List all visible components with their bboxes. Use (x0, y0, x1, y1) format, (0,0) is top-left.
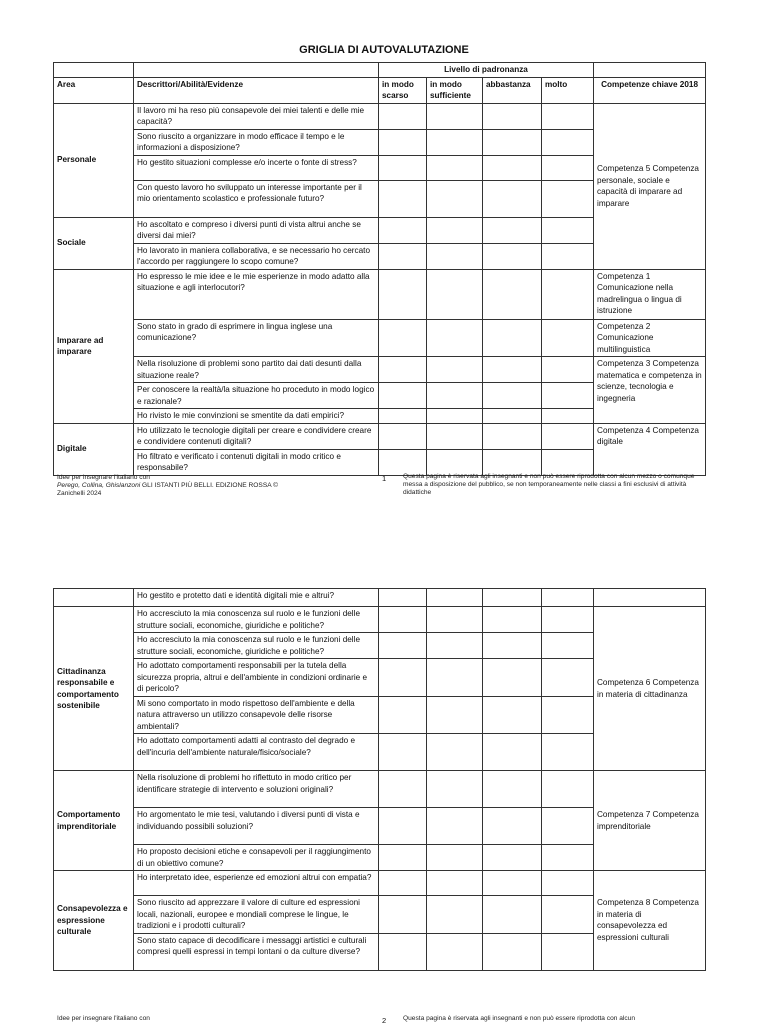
header-abbastanza: abbastanza (483, 77, 542, 103)
rating-scarso-cell[interactable] (379, 319, 427, 357)
header-area: Area (54, 77, 134, 103)
page-title: GRIGLIA DI AUTOVALUTAZIONE (299, 44, 469, 56)
header-livello: Livello di padronanza (379, 63, 594, 78)
rating-abbastanza-cell[interactable] (483, 896, 542, 934)
rating-scarso-cell[interactable] (379, 633, 427, 659)
rating-sufficiente-cell[interactable] (427, 633, 483, 659)
rating-molto-cell[interactable] (542, 129, 594, 155)
rating-abbastanza-cell[interactable] (483, 734, 542, 771)
rating-molto-cell[interactable] (542, 269, 594, 319)
rating-scarso-cell[interactable] (379, 155, 427, 180)
rating-scarso-cell[interactable] (379, 409, 427, 424)
rating-sufficiente-cell[interactable] (427, 933, 483, 970)
rating-sufficiente-cell[interactable] (427, 103, 483, 129)
descriptor-cell: Sono riuscito a organizzare in modo efficace il tempo e le informazioni a disposizione? (134, 129, 379, 155)
descriptor-cell: Ho lavorato in maniera collaborativa, e se necessario ho cercato l'accordo per raggiungere lo scopo comune? (134, 243, 379, 269)
rating-sufficiente-cell[interactable] (427, 155, 483, 180)
rating-abbastanza-cell[interactable] (483, 607, 542, 633)
rating-abbastanza-cell[interactable] (483, 129, 542, 155)
descriptor-cell: Sono stato capace di decodificare i messaggi artistici e culturali compresi quelli espressi in tempi lontani o da culture diverse? (134, 933, 379, 970)
area-personale: Personale (54, 103, 134, 217)
header-competenze: Competenze chiave 2018 (594, 77, 706, 103)
area-culturale: Consapevolezza e espressione culturale (54, 871, 134, 971)
rating-sufficiente-cell[interactable] (427, 734, 483, 771)
rating-molto-cell[interactable] (542, 217, 594, 243)
competenza-1: Competenza 1 Comunicazione nella madrelingua o lingua di istruzione (594, 269, 706, 319)
rating-abbastanza-cell[interactable] (483, 180, 542, 217)
rating-abbastanza-cell[interactable] (483, 357, 542, 383)
footer-credits: Idee per insegnare l'italiano con Perego, Collina, Ghislanzoni GLI ISTANTI PIÙ BELLI. EDIZIONE ROSSA © Zanichelli 2024 (57, 474, 278, 497)
rating-scarso-cell[interactable] (379, 449, 427, 475)
rating-sufficiente-cell[interactable] (427, 319, 483, 357)
competenza-8: Competenza 8 Competenza in materia di consapevolezza ed espressioni culturali (594, 871, 706, 971)
rating-abbastanza-cell[interactable] (483, 933, 542, 970)
rating-molto-cell[interactable] (542, 845, 594, 871)
area-empty-cell (54, 589, 134, 607)
competenza-6: Competenza 6 Competenza in materia di cittadinanza (594, 607, 706, 771)
rating-scarso-cell[interactable] (379, 383, 427, 409)
descriptor-cell: Ho utilizzato le tecnologie digitali per creare e condividere creare e condividere contenuti digitali? (134, 423, 379, 449)
header-scarso: in modo scarso (379, 77, 427, 103)
descriptor-cell: Nella risoluzione di problemi sono partito dai dati desunti dalla situazione reale? (134, 357, 379, 383)
rating-abbastanza-cell[interactable] (483, 243, 542, 269)
rating-sufficiente-cell[interactable] (427, 845, 483, 871)
rating-scarso-cell[interactable] (379, 696, 427, 734)
rating-scarso-cell[interactable] (379, 607, 427, 633)
descriptor-cell: Ho gestito situazioni complesse e/o incerte o fonte di stress? (134, 155, 379, 180)
competenza-7: Competenza 7 Competenza imprenditoriale (594, 771, 706, 871)
rating-scarso-cell[interactable] (379, 423, 427, 449)
descriptor-cell: Ho argomentato le mie tesi, valutando i diversi punti di vista e individuando possibili soluzioni? (134, 808, 379, 845)
rating-molto-cell[interactable] (542, 659, 594, 697)
rating-scarso-cell[interactable] (379, 896, 427, 934)
rating-sufficiente-cell[interactable] (427, 383, 483, 409)
rating-molto-cell[interactable] (542, 808, 594, 845)
area-digitale: Digitale (54, 423, 134, 475)
competenza-2: Competenza 2 Comunicazione multilinguistica (594, 319, 706, 357)
descriptor-cell: Per conoscere la realtà/la situazione ho proceduto in modo logico e razionale? (134, 383, 379, 409)
descriptor-cell: Ho adottato comportamenti adatti al contrasto del degrado e dell'incuria dell'ambiente naturale/fisico/sociale? (134, 734, 379, 771)
rating-sufficiente-cell[interactable] (427, 180, 483, 217)
rating-sufficiente-cell[interactable] (427, 449, 483, 475)
rating-molto-cell[interactable] (542, 871, 594, 896)
self-assessment-table-page2 (53, 588, 706, 971)
page-number: 1 (382, 474, 387, 483)
footer-notice: Questa pagina è riservata agli insegnanti e non può essere riprodotta con alcun mezzo o comunque messa a disposizione del pubblico, se non temporaneamente nelle classi a fini esclusivi di attività didattiche (403, 473, 695, 496)
rating-scarso-cell[interactable] (379, 217, 427, 243)
rating-molto-cell[interactable] (542, 357, 594, 383)
rating-molto-cell[interactable] (542, 734, 594, 771)
rating-scarso-cell[interactable] (379, 845, 427, 871)
rating-molto-cell[interactable] (542, 423, 594, 449)
descriptor-cell: Ho accresciuto la mia conoscenza sul ruolo e le funzioni delle strutture sociali, economiche, giuridiche e politiche? (134, 607, 379, 633)
rating-scarso-cell[interactable] (379, 771, 427, 808)
rating-abbastanza-cell[interactable] (483, 409, 542, 424)
competenza-empty-cell (594, 589, 706, 607)
rating-abbastanza-cell[interactable] (483, 696, 542, 734)
descriptor-cell: Mi sono comportato in modo rispettoso dell'ambiente e della natura attraverso un utilizzo consapevole delle risorse ambientali? (134, 696, 379, 734)
competenza-5: Competenza 5 Competenza personale, sociale e capacità di imparare ad imparare (594, 103, 706, 269)
rating-scarso-cell[interactable] (379, 129, 427, 155)
rating-molto-cell[interactable] (542, 933, 594, 970)
descriptor-cell: Ho espresso le mie idee e le mie esperienze in modo adatto alla situazione e agli interlocutori? (134, 269, 379, 319)
descriptor-cell: Ho proposto decisioni etiche e consapevoli per il raggiungimento di un obiettivo comune? (134, 845, 379, 871)
rating-sufficiente-cell[interactable] (427, 423, 483, 449)
rating-molto-cell[interactable] (542, 771, 594, 808)
header-descrittori: Descrittori/Abilità/Evidenze (134, 77, 379, 103)
rating-molto-cell[interactable] (542, 243, 594, 269)
footer-notice-page2: Questa pagina è riservata agli insegnanti e non può essere riprodotta con alcun (403, 1015, 636, 1022)
rating-sufficiente-cell[interactable] (427, 243, 483, 269)
rating-sufficiente-cell[interactable] (427, 409, 483, 424)
rating-scarso-cell[interactable] (379, 589, 427, 607)
descriptor-cell: Ho rivisto le mie convinzioni se smentite da dati empirici? (134, 409, 379, 424)
rating-sufficiente-cell[interactable] (427, 696, 483, 734)
area-imprenditoriale: Comportamento imprenditoriale (54, 771, 134, 871)
header-molto: molto (542, 77, 594, 103)
rating-molto-cell[interactable] (542, 383, 594, 409)
area-cittadinanza: Cittadinanza responsabile e comportamento sostenibile (54, 607, 134, 771)
rating-scarso-cell[interactable] (379, 103, 427, 129)
rating-molto-cell[interactable] (542, 607, 594, 633)
rating-scarso-cell[interactable] (379, 808, 427, 845)
rating-molto-cell[interactable] (542, 409, 594, 424)
rating-abbastanza-cell[interactable] (483, 217, 542, 243)
rating-abbastanza-cell[interactable] (483, 633, 542, 659)
rating-scarso-cell[interactable] (379, 933, 427, 970)
rating-sufficiente-cell[interactable] (427, 589, 483, 607)
header-sufficiente: in modo sufficiente (427, 77, 483, 103)
descriptor-cell: Ho adottato comportamenti responsabili per la tutela della sicurezza propria, altrui e dell'ambiente in condizioni ordinarie e di pericolo? (134, 659, 379, 697)
rating-abbastanza-cell[interactable] (483, 845, 542, 871)
rating-sufficiente-cell[interactable] (427, 808, 483, 845)
rating-scarso-cell[interactable] (379, 180, 427, 217)
rating-abbastanza-cell[interactable] (483, 808, 542, 845)
descriptor-cell: Ho interpretato idee, esperienze ed emozioni altrui con empatia? (134, 871, 379, 896)
rating-abbastanza-cell[interactable] (483, 659, 542, 697)
descriptor-cell: Nella risoluzione di problemi ho riflettuto in modo critico per identificare strategie di intervento e soluzioni originali? (134, 771, 379, 808)
descriptor-cell: Sono riuscito ad apprezzare il valore di culture ed espressioni locali, nazionali, europee e mondiali comprese le lingue, le tradizioni e i prodotti culturali? (134, 896, 379, 934)
area-sociale: Sociale (54, 217, 134, 269)
rating-scarso-cell[interactable] (379, 243, 427, 269)
self-assessment-table-page1 (53, 62, 706, 476)
rating-sufficiente-cell[interactable] (427, 357, 483, 383)
rating-sufficiente-cell[interactable] (427, 771, 483, 808)
rating-molto-cell[interactable] (542, 180, 594, 217)
rating-abbastanza-cell[interactable] (483, 589, 542, 607)
rating-molto-cell[interactable] (542, 696, 594, 734)
descriptor-cell: Ho accresciuto la mia conoscenza sul ruolo e le funzioni delle strutture sociali, economiche, giuridiche e politiche? (134, 633, 379, 659)
rating-abbastanza-cell[interactable] (483, 449, 542, 475)
rating-abbastanza-cell[interactable] (483, 423, 542, 449)
competenza-4: Competenza 4 Competenza digitale (594, 423, 706, 475)
rating-abbastanza-cell[interactable] (483, 771, 542, 808)
rating-molto-cell[interactable] (542, 589, 594, 607)
rating-sufficiente-cell[interactable] (427, 896, 483, 934)
rating-molto-cell[interactable] (542, 319, 594, 357)
rating-sufficiente-cell[interactable] (427, 217, 483, 243)
rating-abbastanza-cell[interactable] (483, 269, 542, 319)
rating-sufficiente-cell[interactable] (427, 607, 483, 633)
rating-abbastanza-cell[interactable] (483, 871, 542, 896)
area-imparare: Imparare ad imparare (54, 269, 134, 423)
descriptor-cell: Il lavoro mi ha reso più consapevole dei miei talenti e delle mie capacità? (134, 103, 379, 129)
rating-sufficiente-cell[interactable] (427, 129, 483, 155)
descriptor-cell: Ho gestito e protetto dati e identità digitali mie e altrui? (134, 589, 379, 607)
rating-sufficiente-cell[interactable] (427, 269, 483, 319)
page-number-2: 2 (382, 1016, 387, 1025)
descriptor-cell: Ho filtrato e verificato i contenuti digitali in modo critico e responsabile? (134, 449, 379, 475)
rating-molto-cell[interactable] (542, 896, 594, 934)
rating-sufficiente-cell[interactable] (427, 659, 483, 697)
rating-scarso-cell[interactable] (379, 871, 427, 896)
rating-scarso-cell[interactable] (379, 659, 427, 697)
rating-abbastanza-cell[interactable] (483, 103, 542, 129)
rating-sufficiente-cell[interactable] (427, 871, 483, 896)
rating-molto-cell[interactable] (542, 103, 594, 129)
footer-credits-page2: Idee per insegnare l'italiano con (57, 1015, 150, 1022)
descriptor-cell: Ho ascoltato e compreso i diversi punti di vista altrui anche se diversi dai miei? (134, 217, 379, 243)
rating-molto-cell[interactable] (542, 633, 594, 659)
rating-scarso-cell[interactable] (379, 734, 427, 771)
rating-scarso-cell[interactable] (379, 357, 427, 383)
rating-abbastanza-cell[interactable] (483, 155, 542, 180)
rating-molto-cell[interactable] (542, 449, 594, 475)
rating-abbastanza-cell[interactable] (483, 319, 542, 357)
rating-molto-cell[interactable] (542, 155, 594, 180)
descriptor-cell: Sono stato in grado di esprimere in lingua inglese una comunicazione? (134, 319, 379, 357)
rating-abbastanza-cell[interactable] (483, 383, 542, 409)
competenza-3: Competenza 3 Competenza matematica e competenza in scienze, tecnologia e ingegneria (594, 357, 706, 424)
rating-scarso-cell[interactable] (379, 269, 427, 319)
descriptor-cell: Con questo lavoro ho sviluppato un interesse importante per il mio orientamento scolastico e professionale futuro? (134, 180, 379, 217)
